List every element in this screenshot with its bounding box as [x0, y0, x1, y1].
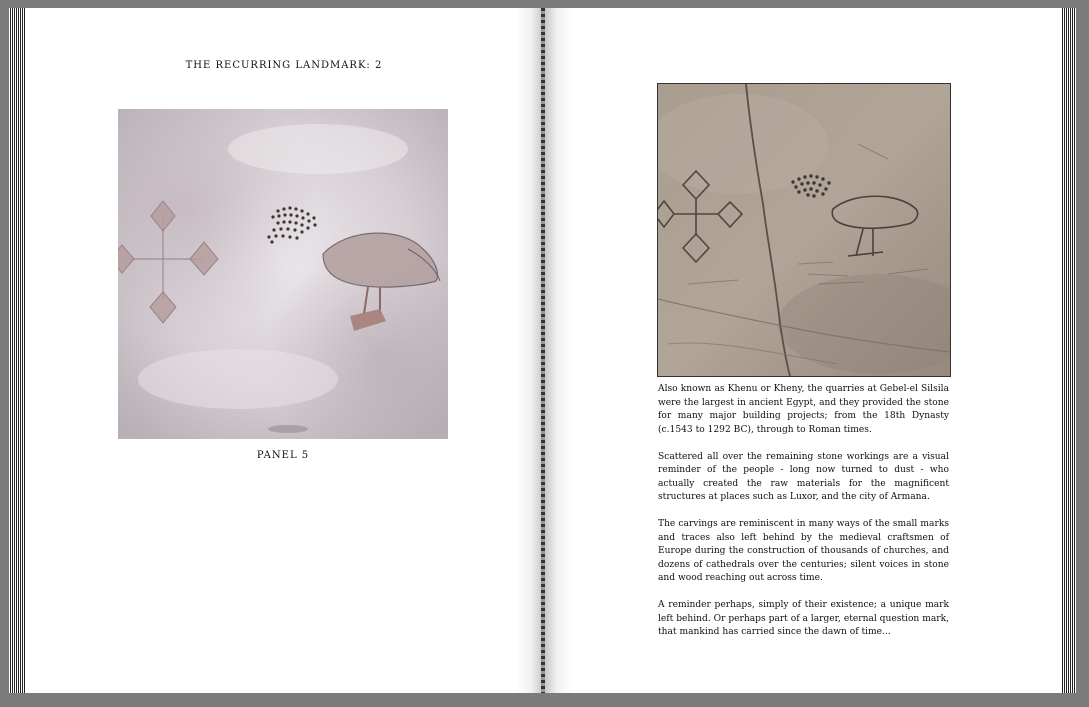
gutter-shadow: [515, 8, 543, 693]
book-spread: [9, 8, 1076, 693]
painting-image: [118, 109, 448, 439]
panel-caption: PANEL 5: [256, 450, 310, 461]
gutter-shadow: [545, 8, 573, 693]
left-page-edges: [9, 8, 25, 693]
paragraph: The carvings are reminiscent in many ways of the small marks and traces also left behind by the medieval craftsmen of Europe during the construction of thousands of churches, and dozens of cathedrals over the centuries; silent voices in stone and wood reaching out across time.: [658, 519, 949, 583]
running-head: THE RECURRING LANDMARK: 2: [185, 60, 383, 71]
left-page: [25, 8, 543, 693]
right-page-edges: [1062, 8, 1076, 693]
paragraph: A reminder perhaps, simply of their existence; a unique mark left behind. Or perhaps part of a larger, eternal question mark, that mankind has carried since the dawn of time...: [658, 600, 949, 637]
paragraph: Scattered all over the remaining stone workings are a visual reminder of the people - long now turned to dust - who actually created the raw materials for the magnificent structures at places such as Luxor, and the city of Armana.: [658, 451, 949, 502]
stone-carving-photo: [657, 83, 951, 377]
panel-painting: [118, 109, 448, 439]
paragraph: Also known as Khenu or Kheny, the quarries at Gebel-el Silsila were the largest in ancient Egypt, and they provided the stone for many major building projects; from the 18th Dynasty (c.1543 to 1292 BC), through to Roman times.: [658, 384, 949, 435]
right-page: [545, 8, 1062, 693]
stone-photo-image: [658, 84, 950, 376]
body-text: [658, 383, 949, 653]
